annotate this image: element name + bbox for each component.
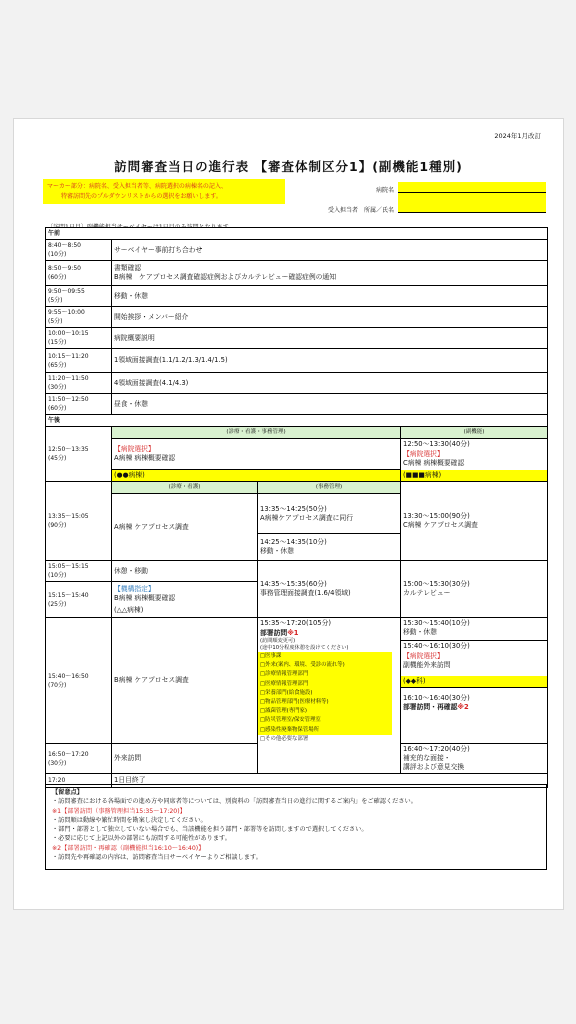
dept-item[interactable]: □医療情報管理部門 [260, 680, 309, 687]
activity-cell: 昼食・休憩 [112, 394, 548, 415]
dept-item[interactable]: □栄養部門(給食施設) [260, 689, 313, 696]
ward-a-overview: 【病院選択】 A病棟 病棟概要確認 [112, 439, 401, 470]
hospital-label: 病院名 [375, 187, 394, 194]
notes-heading: 【留意点】 [52, 789, 83, 796]
time-cell: 11:20～11:50 (30分) [46, 373, 112, 394]
activity-cell: 1領域面接調査(1.1/1.2/1.3/1.4/1.5) [112, 349, 548, 373]
revision-date: 2024年1月改訂 [494, 132, 541, 140]
time-cell: 11:50～12:50 (60分) [46, 394, 112, 415]
closing-interview: 16:40～17:20(40分) 補充的な面接・ 講評および意見交換 [401, 744, 548, 774]
activity-cell: サーベイヤー事前打ち合わせ [112, 240, 548, 261]
dept-item[interactable]: □物品管理部門(医療材料等) [260, 699, 329, 706]
time-cell: 10:15～11:20 (65分) [46, 349, 112, 373]
time-cell: 9:55～10:00 (5分) [46, 307, 112, 328]
time-cell: 13:35～15:05 (90分) [46, 482, 112, 561]
section-afternoon: 午後 [46, 415, 548, 427]
dept-item[interactable]: □医事課 [260, 653, 282, 659]
dept-item[interactable]: □防災管理室/保安管理室 [260, 717, 321, 724]
note-line: ※2【部署訪問・再確認（副機能担当16:10～16:40)】 [52, 844, 205, 852]
page-title: 訪問審査当日の進行表 【審査体制区分1】(副機能1種別) [114, 159, 463, 174]
ward-a-name: (●●病棟) [112, 469, 401, 481]
ward-b-overview: 【機構指定】 B病棟 病棟概要確認 (△△病棟) [112, 582, 258, 618]
ward-c-overview: 12:50～13:30(40分) 【病院選択】 C病棟 病棟概要確認 (■■■病棟) [401, 439, 548, 482]
department-checklist[interactable] [258, 652, 392, 735]
subheader-admin: (事務管理) [258, 482, 401, 494]
admin-accompany: 13:35～14:25(50分) A病棟ケアプロセス調査に同行 [258, 494, 401, 534]
time-cell: 12:50～13:35 (45分) [46, 427, 112, 482]
notes-box [45, 784, 547, 870]
schedule-table [45, 227, 548, 788]
ward-b-careprocess: B病棟 ケアプロセス調査 [112, 618, 258, 744]
chart-review: 15:00～15:30(30分) カルテレビュー [401, 561, 548, 618]
dept-item[interactable]: □滅菌管理(専門家) [260, 708, 308, 715]
ward-c-careprocess: 13:30～15:00(90分) C病棟 ケアプロセス調査 [401, 482, 548, 561]
time-cell: 16:50～17:20 (30分) [46, 744, 112, 774]
note-line: ・必要に応じて上記以外の部署にも訪問する可能性があります。 [52, 835, 231, 843]
time-cell: 8:40～8:50 (10分) [46, 240, 112, 261]
section-morning: 午前 [46, 228, 548, 240]
dept-item[interactable]: □その他必要な部署 [260, 735, 309, 742]
day-end: 1日目終了 [112, 774, 548, 788]
admin-interview: 14:35～15:35(60分) 事務管理面接調査(1.6/4領域) [258, 561, 401, 618]
time-cell: 17:20 [46, 774, 112, 788]
activity-cell: 病院概要説明 [112, 328, 548, 349]
time-cell: 15:40～16:50 (70分) [46, 618, 112, 744]
outpatient-visit: 外来訪問 [112, 744, 258, 774]
activity-cell: 書類確認 B病棟 ケアプロセス調査確認症例およびカルテレビュー確認症例の通知 [112, 261, 548, 286]
document-page [13, 118, 564, 910]
note-line: ※1【部署訪問（事務管理担当15:35～17:20)】 [52, 807, 186, 815]
time-cell: 8:50～9:50 (60分) [46, 261, 112, 286]
person-field[interactable] [398, 202, 546, 213]
person-label: 受入担当者 所属／氏名 [327, 207, 394, 214]
activity-cell: 開始挨拶・メンバー紹介 [112, 307, 548, 328]
dept-item[interactable]: □感染性廃棄物保管場所 [260, 726, 319, 733]
dept-item[interactable]: □診療情報管理部門 [260, 671, 309, 678]
time-cell: 10:00～10:15 (15分) [46, 328, 112, 349]
ward-a-careprocess: A病棟 ケアプロセス調査 [112, 494, 258, 561]
note-line: ・訪問順は動線や繁忙時間を勘案し決定してください。 [52, 816, 207, 824]
right-afternoon: 15:30～15:40(10分) 移動・休憩 15:40～16:10(30分) 【病院選択】 副機能外来訪問 (◆◆科) 16:10～16:40(30分) 部署訪問・再確認※2 [401, 618, 548, 744]
department-visit: 15:35～17:20(105分) 部署訪問※1 (訪問順変更可) (途中10分程度休憩を設けてください) □医事課 □外来(案内、環境、受診の流れ等) □診療情報管理部門 □医療情報管理部門 □栄養部門(給食施設) □物品管理部門(医療材料等) □滅菌管理(専門家) □防災管理室/保安管理室 □感染性廃棄物保管場所 □その他必要な部署 [258, 618, 401, 774]
activity-cell: 移動・休憩 [112, 286, 548, 307]
dept-item[interactable]: □外来(案内、環境、受診の流れ等) [260, 662, 345, 669]
time-cell: 15:05～15:15 (10分) [46, 561, 112, 582]
hospital-name-field[interactable] [398, 182, 546, 193]
note-line: ・訪問審査における各場面での進め方や同席者等については、別資料の「訪問審査当日の進行に関するご案内」をご確認ください。 [52, 798, 417, 806]
column-header-main: (診療・看護・事務管理) [112, 427, 401, 439]
time-cell: 9:50～09:55 (5分) [46, 286, 112, 307]
note-line: ・訪問先や再確認の内容は、訪問審査当日サーベイヤーよりご相談します。 [52, 854, 262, 862]
note-line: ・部門・部署として独立していない場合でも、当該機能を担う部門・部署等を訪問しますので選択してください。 [52, 826, 368, 834]
marker-note: マーカー部分：病院名、受入担当者等、病院選択の病棟名の記入、 特審訪問先のプルダウンリストからの選択をお願いします。 [43, 179, 285, 204]
column-header-sub: (副機能) [401, 427, 548, 439]
break-move: 休憩・移動 [112, 561, 258, 582]
activity-cell: 4領域面接調査(4.1/4.3) [112, 373, 548, 394]
admin-break: 14:25～14:35(10分) 移動・休憩 [258, 534, 401, 561]
subheader-clinical: (診療・看護) [112, 482, 258, 494]
time-cell: 15:15～15:40 (25分) [46, 582, 112, 618]
